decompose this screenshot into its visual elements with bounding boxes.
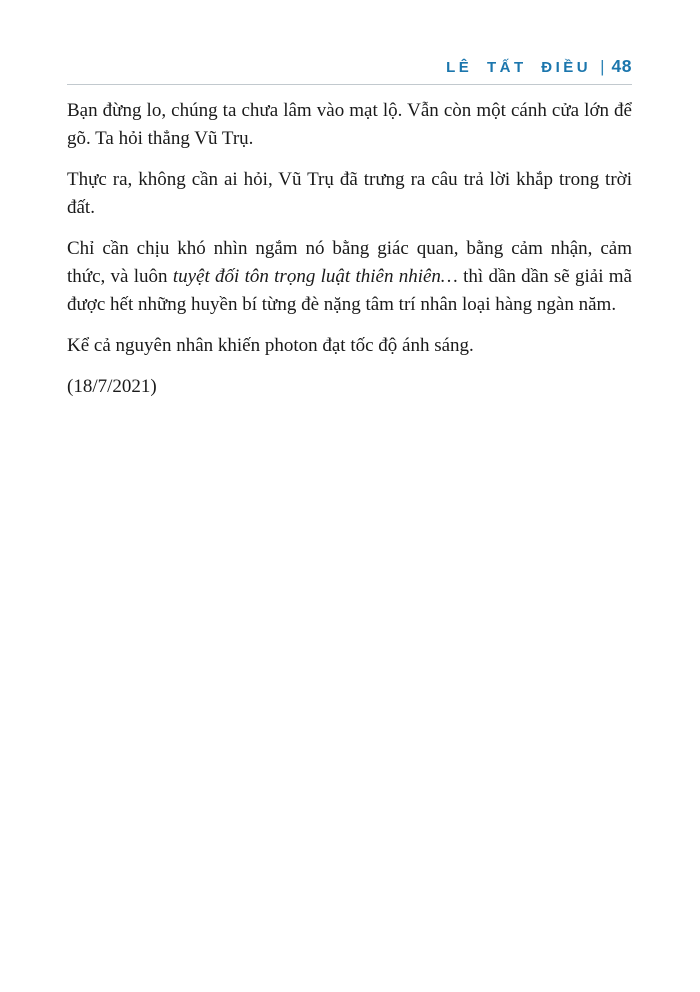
paragraph-3 (67, 235, 632, 319)
header-author-name: LÊ TẤT ĐIỀU (446, 59, 592, 76)
header-separator: | (600, 57, 605, 76)
paragraph-1-text: Bạn đừng lo, chúng ta chưa lâm vào mạt lộ. Vẫn còn một cánh cửa lớn để gõ. Ta hỏi thẳng Vũ Trụ. (67, 100, 632, 149)
paragraph-3-text-after: thì dần dần sẽ giải mã được hết những huyền bí từng đè nặng tâm trí nhân loại hàng ngàn năm. (67, 266, 632, 315)
paragraph-3-text-before: Chỉ cần chịu khó nhìn ngắm nó bằng giác quan, bằng cảm nhận, cảm thức, và luôn (67, 238, 632, 287)
paragraph-3-italic-phrase: tuyệt đối tôn trọng luật thiên nhiên… (172, 266, 458, 287)
running-header (67, 56, 632, 77)
paragraph-1 (67, 97, 632, 153)
page-body-text (67, 97, 632, 414)
paragraph-2-text: Thực ra, không cần ai hỏi, Vũ Trụ đã trưng ra câu trả lời khắp trong trời đất. (67, 169, 632, 218)
paragraph-2 (67, 166, 632, 222)
header-rule (67, 84, 632, 85)
paragraph-4 (67, 332, 632, 360)
date-text: (18/7/2021) (67, 376, 157, 397)
header-page-number: 48 (611, 56, 632, 76)
paragraph-4-text: Kể cả nguyên nhân khiến photon đạt tốc độ ánh sáng. (67, 335, 474, 356)
paragraph-date (67, 373, 632, 401)
